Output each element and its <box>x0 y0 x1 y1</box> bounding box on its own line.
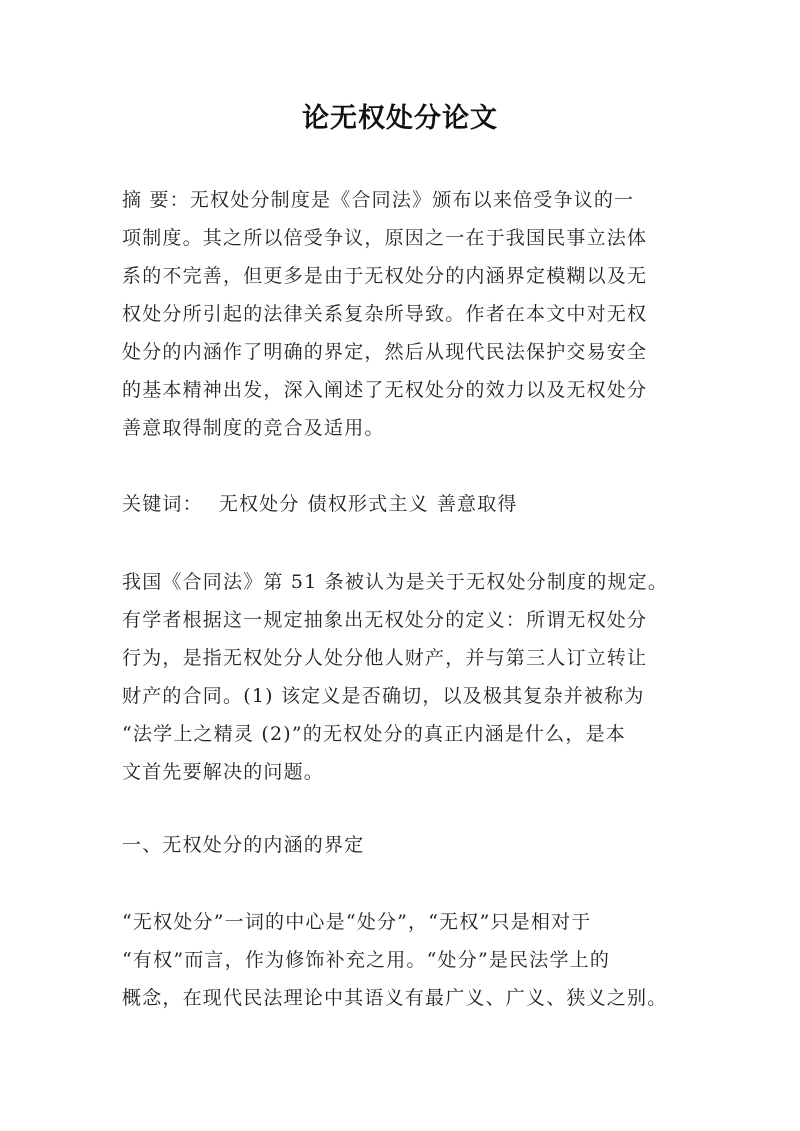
abstract-paragraph <box>122 181 682 447</box>
abstract-line: 权处分所引起的法律关系复杂所导致。作者在本文中对无权 <box>122 303 648 325</box>
section-heading-text: 一、无权处分的内涵的界定 <box>122 834 365 856</box>
intro-line: 行为，是指无权处分人处分他人财产，并与第三人订立转让 <box>122 647 648 669</box>
intro-line: 财产的合同。(1) 该定义是否确切，以及极其复杂并被称为 <box>122 685 645 707</box>
abstract-line: 的基本精神出发，深入阐述了无权处分的效力以及无权处分 <box>122 379 648 401</box>
intro-line: “法学上之精灵 (2)”的无权处分的真正内涵是什么，是本 <box>122 723 626 745</box>
abstract-line: 处分的内涵作了明确的界定，然后从现代民法保护交易安全 <box>122 341 648 363</box>
keyword-item: 无权处分 <box>218 493 300 515</box>
keywords-line <box>122 485 682 523</box>
intro-paragraph <box>122 563 682 791</box>
keywords-label: 关键词： <box>122 493 203 515</box>
intro-line: 文首先要解决的问题。 <box>122 761 325 783</box>
abstract-line: 系的不完善，但更多是由于无权处分的内涵界定模糊以及无 <box>122 265 648 287</box>
section-paragraph <box>122 903 682 1017</box>
section-heading <box>122 826 682 864</box>
intro-line: 有学者根据这一规定抽象出无权处分的定义：所谓无权处分 <box>122 609 648 631</box>
abstract-line: 摘 要：无权处分制度是《合同法》颁布以来倍受争议的一 <box>122 189 635 211</box>
section-line: “有权”而言，作为修饰补充之用。“处分”是民法学上的 <box>122 949 611 971</box>
keyword-item: 债权形式主义 <box>307 493 429 515</box>
abstract-line: 善意取得制度的竞合及适用。 <box>122 417 385 439</box>
keyword-item: 善意取得 <box>436 493 518 515</box>
abstract-line: 项制度。其之所以倍受争议，原因之一在于我国民事立法体 <box>122 227 648 249</box>
section-line: “无权处分”一词的中心是“处分”，“无权”只是相对于 <box>122 911 592 933</box>
document-title: 论无权处分论文 <box>302 103 498 134</box>
section-line: 概念，在现代民法理论中其语义有最广义、广义、狭义之别。 <box>122 987 668 1009</box>
intro-line: 我国《合同法》第 51 条被认为是关于无权处分制度的规定。 <box>122 571 669 593</box>
